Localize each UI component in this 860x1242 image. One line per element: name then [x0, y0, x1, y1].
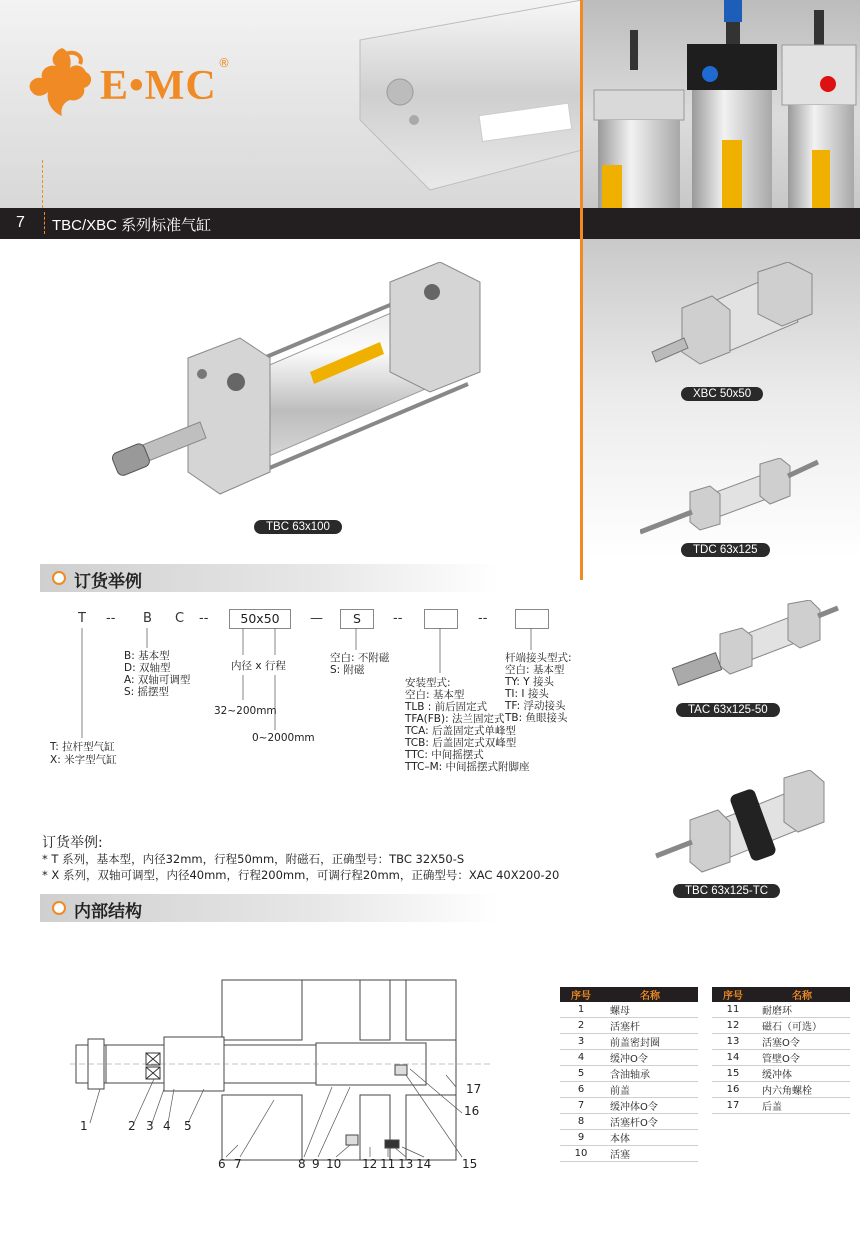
col-header-name: 名称 — [602, 987, 698, 1002]
bore-range: 32~200mm — [214, 705, 277, 717]
table-row — [560, 1114, 698, 1130]
table-row — [560, 1066, 698, 1082]
magnet-label: S: 附磁 — [330, 664, 365, 676]
part-number: 3 — [560, 1034, 602, 1050]
part-name: 后盖 — [754, 1098, 850, 1114]
series-label: X: 米字型气缸 — [50, 754, 117, 766]
rod-label: TY: Y 接头 — [505, 676, 555, 688]
table-row — [712, 1082, 850, 1098]
brand-logo-text: E•MC — [100, 63, 217, 109]
table-row — [560, 1146, 698, 1162]
part-number: 11 — [712, 1002, 754, 1018]
rod-label: TB: 鱼眼接头 — [505, 712, 568, 724]
callout-12: 12 — [362, 1157, 378, 1171]
code-sep: -- — [478, 611, 488, 626]
part-number: 17 — [712, 1098, 754, 1114]
page-number: 7 — [16, 214, 25, 231]
callout-16: 16 — [464, 1104, 480, 1118]
part-number: 12 — [712, 1018, 754, 1034]
mount-label: TTC–M: 中间摇摆式附脚座 — [405, 761, 530, 773]
part-name: 含油轴承 — [602, 1066, 698, 1082]
tac-cylinder-image — [660, 600, 840, 690]
part-number: 10 — [560, 1146, 602, 1162]
code-type: B — [143, 611, 152, 626]
col-header-no: 序号 — [712, 987, 754, 1002]
table-row — [712, 1018, 850, 1034]
table-row — [712, 1034, 850, 1050]
xbc-cylinder-image — [648, 262, 818, 372]
table-header-row — [560, 987, 698, 1002]
callout-14: 14 — [416, 1157, 432, 1171]
product-caption-main: TBC 63x100 — [254, 520, 342, 534]
header-photo-right — [582, 0, 860, 208]
part-name: 缓冲体 — [754, 1066, 850, 1082]
col-header-no: 序号 — [560, 987, 602, 1002]
section-title: TBC/XBC 系列标准气缸 — [52, 217, 212, 234]
callout-13: 13 — [398, 1157, 414, 1171]
code-sep: -- — [393, 611, 403, 626]
rod-label: 杆端接头型式: — [505, 652, 572, 664]
cylinders-photo — [582, 0, 860, 208]
table-header-row — [712, 987, 850, 1002]
table-row — [560, 1082, 698, 1098]
table-row — [712, 1066, 850, 1082]
mount-label: TCB: 后盖固定式双峰型 — [405, 737, 517, 749]
mount-label: 空白: 基本型 — [405, 689, 465, 701]
table-row — [560, 1050, 698, 1066]
callout-2: 2 — [128, 1119, 136, 1133]
part-number: 16 — [712, 1082, 754, 1098]
part-number: 8 — [560, 1114, 602, 1130]
part-name: 前盖密封圈 — [602, 1034, 698, 1050]
mount-label: TTC: 中间摇摆式 — [405, 749, 484, 761]
part-number: 1 — [560, 1002, 602, 1018]
part-name: 耐磨环 — [754, 1002, 850, 1018]
callout-15: 15 — [462, 1157, 478, 1171]
callout-5: 5 — [184, 1119, 192, 1133]
mount-label: 安装型式: — [405, 677, 451, 689]
table-row — [560, 1002, 698, 1018]
structure-section-header — [40, 894, 500, 922]
bullet-ring-icon — [52, 901, 66, 915]
stroke-range: 0~2000mm — [252, 732, 315, 744]
mount-label: TFA(FB): 法兰固定式 — [405, 713, 505, 725]
magnet-label: 空白: 不附磁 — [330, 652, 390, 664]
table-row — [560, 1098, 698, 1114]
callout-7: 7 — [234, 1157, 242, 1171]
code-size: 50x50 — [240, 611, 280, 626]
product-caption-xbc: XBC 50x50 — [681, 387, 763, 401]
structure-heading: 内部结构 — [74, 902, 142, 922]
registered-mark: ® — [218, 56, 230, 70]
callout-11: 11 — [380, 1157, 396, 1171]
parts-table-left — [560, 987, 698, 1162]
callout-1: 1 — [80, 1119, 88, 1133]
part-name: 前盖 — [602, 1082, 698, 1098]
part-name: 活塞杆O令 — [602, 1114, 698, 1130]
part-name: 活塞 — [602, 1146, 698, 1162]
code-sep: -- — [106, 611, 116, 626]
part-name: 管壁O令 — [754, 1050, 850, 1066]
tbc-tc-cylinder-image — [654, 770, 834, 880]
part-number: 14 — [712, 1050, 754, 1066]
part-name: 缓冲体O令 — [602, 1098, 698, 1114]
code-sep: -- — [199, 611, 209, 626]
part-number: 5 — [560, 1066, 602, 1082]
table-row — [712, 1098, 850, 1114]
example-line: * T 系列，基本型，内径32mm，行程50mm，附磁石，正确型号：TBC 32X50-S — [42, 852, 465, 866]
part-number: 15 — [712, 1066, 754, 1082]
type-label: B: 基本型 — [124, 650, 170, 662]
callout-9: 9 — [312, 1157, 320, 1171]
part-name: 本体 — [602, 1130, 698, 1146]
cross-section-diagram — [70, 975, 500, 1175]
code-cylinder: C — [175, 611, 185, 626]
type-label: S: 摇摆型 — [124, 686, 170, 698]
series-label: T: 拉杆型气缸 — [50, 741, 115, 753]
rod-label: TF: 浮动接头 — [505, 700, 566, 712]
table-row — [560, 1130, 698, 1146]
parts-table-right — [712, 987, 850, 1114]
callout-3: 3 — [146, 1119, 154, 1133]
rod-label: 空白: 基本型 — [505, 664, 565, 676]
code-magnet: S — [353, 611, 361, 626]
col-header-name: 名称 — [754, 987, 850, 1002]
mount-label: TCA: 后盖固定式单峰型 — [405, 725, 517, 737]
code-sep: — — [310, 611, 323, 626]
part-number: 9 — [560, 1130, 602, 1146]
part-name: 螺母 — [602, 1002, 698, 1018]
part-number: 4 — [560, 1050, 602, 1066]
table-row — [560, 1034, 698, 1050]
type-label: D: 双轴型 — [124, 662, 171, 674]
product-caption-tac: TAC 63x125-50 — [676, 703, 780, 717]
part-name: 活塞O令 — [754, 1034, 850, 1050]
type-label: A: 双轴可调型 — [124, 674, 191, 686]
callout-17: 17 — [466, 1082, 482, 1096]
product-caption-tbc-tc: TBC 63x125-TC — [673, 884, 780, 898]
part-name: 活塞杆 — [602, 1018, 698, 1034]
part-name: 缓冲O令 — [602, 1050, 698, 1066]
size-label: 内径 x 行程 — [231, 660, 286, 672]
examples-title: 订货举例: — [42, 835, 103, 851]
ordering-heading: 订货举例 — [74, 572, 142, 592]
rod-label: TI: I 接头 — [505, 688, 549, 700]
mount-label: TLB : 前后固定式 — [405, 701, 488, 713]
callout-6: 6 — [218, 1157, 226, 1171]
code-series: T — [78, 611, 86, 626]
callout-4: 4 — [163, 1119, 171, 1133]
example-line: * X 系列，双轴可调型，内径40mm，行程200mm，可调行程20mm，正确型号：XAC 40X200-20 — [42, 868, 560, 882]
part-name: 磁石（可选） — [754, 1018, 850, 1034]
part-name: 内六角螺栓 — [754, 1082, 850, 1098]
table-row — [712, 1050, 850, 1066]
part-number: 13 — [712, 1034, 754, 1050]
part-number: 6 — [560, 1082, 602, 1098]
callout-10: 10 — [326, 1157, 342, 1171]
table-row — [560, 1018, 698, 1034]
table-row — [712, 1002, 850, 1018]
part-number: 7 — [560, 1098, 602, 1114]
product-caption-tdc: TDC 63x125 — [681, 543, 770, 557]
part-number: 2 — [560, 1018, 602, 1034]
callout-8: 8 — [298, 1157, 306, 1171]
tdc-cylinder-image — [640, 458, 820, 538]
